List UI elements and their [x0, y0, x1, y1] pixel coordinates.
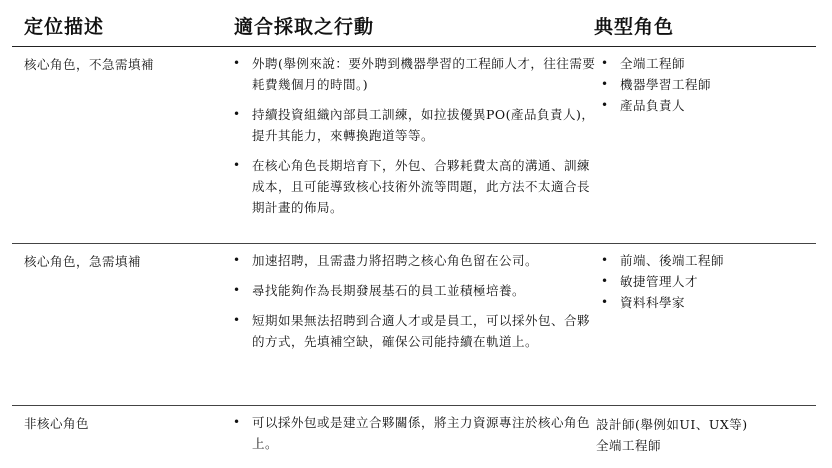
role-item: • 前端、後端工程師 [596, 250, 816, 271]
action-item: • 加速招聘，且需盡力將招聘之核心角色留在公司。 [228, 250, 598, 271]
action-item: • 可以採外包或是建立合夥關係，將主力資源專注於核心角色上。 [228, 412, 598, 454]
strategy-table [12, 0, 816, 468]
role-item: • 敏捷管理人才 [596, 271, 816, 292]
roles-cell [596, 414, 816, 456]
table-row [12, 406, 816, 468]
role-item: 全端工程師 [596, 438, 662, 453]
action-item: • 尋找能夠作為長期發展基石的員工並積極培養。 [228, 280, 598, 301]
header-position: 定位描述 [24, 16, 105, 38]
roles-cell [596, 250, 816, 313]
role-item: 設計師(舉例如UI、UX等) [596, 417, 748, 432]
role-item: • 產品負責人 [596, 95, 816, 116]
role-item: • 機器學習工程師 [596, 74, 816, 95]
action-item: • 短期如果無法招聘到合適人才或是員工，可以採外包、合夥的方式，先填補空缺，確保公司能持續在軌道上。 [228, 310, 598, 352]
actions-cell [228, 53, 598, 227]
header-roles: 典型角色 [594, 16, 675, 38]
action-item: • 外聘(舉例來說：要外聘到機器學習的工程師人才，往往需要耗費幾個月的時間。) [228, 53, 598, 95]
position-cell: 核心角色，不急需填補 [24, 57, 155, 72]
table-row [12, 47, 816, 244]
roles-cell [596, 53, 816, 116]
table-row [12, 244, 816, 406]
position-cell: 非核心角色 [24, 416, 90, 431]
action-item: • 持續投資組織內部員工訓練，如拉拔優異PO(產品負責人)，提升其能力，來轉換跑道等等。 [228, 104, 598, 146]
role-item: • 全端工程師 [596, 53, 816, 74]
table-header [12, 0, 816, 47]
position-cell: 核心角色，急需填補 [24, 254, 142, 269]
actions-cell [228, 250, 598, 361]
header-actions: 適合採取之行動 [234, 16, 375, 38]
action-item: • 在核心角色長期培育下，外包、合夥耗費太高的溝通、訓練成本，且可能導致核心技術外流等問題，此方法不太適合長期計畫的佈局。 [228, 155, 598, 218]
actions-cell [228, 412, 598, 463]
role-item: • 資料科學家 [596, 292, 816, 313]
